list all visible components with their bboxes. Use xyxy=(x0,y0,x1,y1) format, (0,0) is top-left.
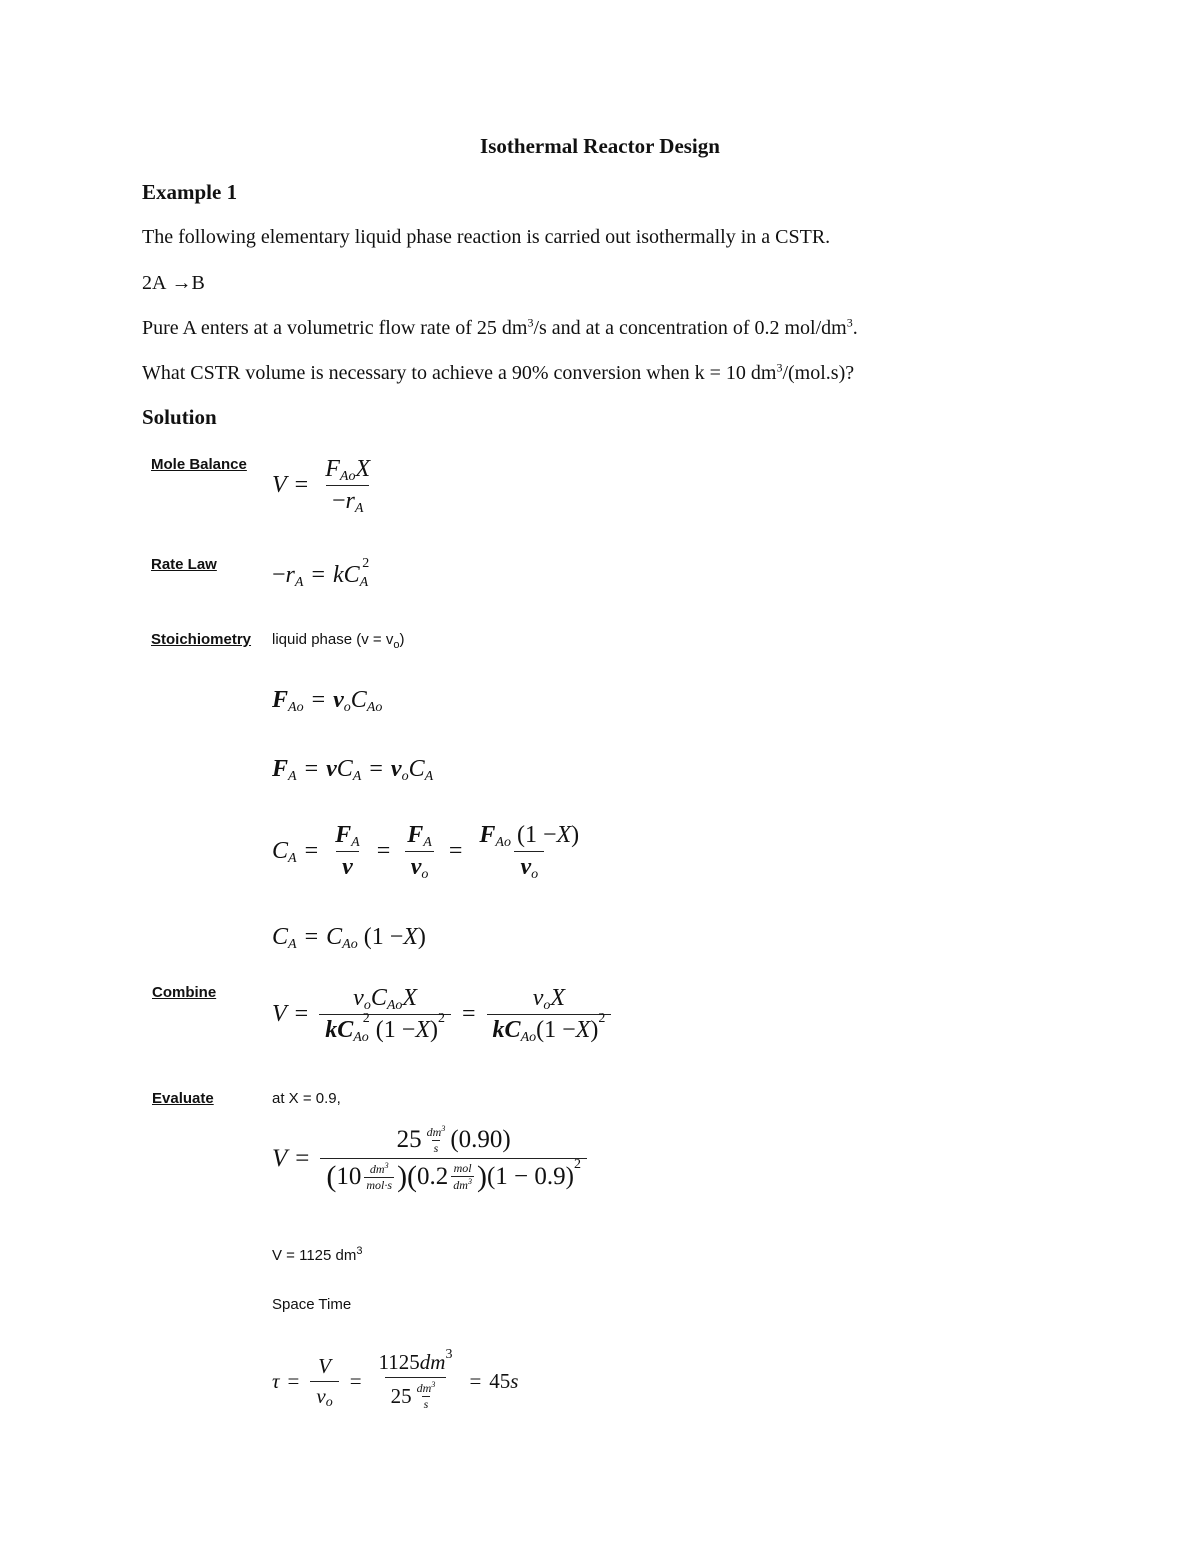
reaction-equation: 2A →B xyxy=(142,272,205,294)
question-text: What CSTR volume is necessary to achieve a 90% conversion when k = 10 $dm^3/(mol.s)$? xyxy=(142,360,855,384)
evaluate-equation: V = 25 $dm^3$ s (0.90) ( 10 $dm^3$ mol·s )( 0.2 mol $dm^3$ ) (1 − 0.9) 2 xyxy=(272,1124,590,1193)
ca0-value: 0.2 xyxy=(417,1163,449,1190)
one-minus-x: (1 − 0.9) xyxy=(486,1163,574,1190)
given-text: Pure A enters at a volumetric flow rate of 25 $dm^3/s$ and at a concentration of 0.2 mol/$dm^3$. xyxy=(142,315,858,339)
volume-result: V = 1125 $dm^3$ xyxy=(272,1245,363,1264)
flow-value: 25 xyxy=(396,1126,422,1153)
combine-label: Combine xyxy=(152,984,217,1001)
mole-balance-equation: V = F Ao X − r A xyxy=(272,456,371,516)
stoich-equation-2: F A = v C A = v o C A xyxy=(272,756,434,784)
stoich-equation-1: F Ao = v o C Ao xyxy=(272,687,383,715)
stoich-equation-4: C A = C Ao (1 − X ) xyxy=(272,924,426,952)
flow-denominator: 25 xyxy=(390,1383,412,1408)
rate-law-label: Rate Law xyxy=(151,556,217,573)
space-time-label: Space Time xyxy=(272,1296,352,1313)
space-time-equation: τ = V v o = 1125 dm 3 25 $dm^3$ s = 45 s xyxy=(272,1346,519,1411)
intro-text: The following elementary liquid phase reaction is carried out isothermally in a CSTR. xyxy=(142,226,831,248)
liquid-phase-note: liquid phase $(v = v_o)$ xyxy=(272,631,405,651)
stoich-equation-3: C A = F A v = F A v o = F Ao (1 − X ) v o xyxy=(272,822,580,882)
volume-expr: 1125 xyxy=(378,1350,420,1374)
conversion-term: (0.90) xyxy=(450,1126,511,1153)
tau-result: 45 xyxy=(489,1368,511,1393)
mole-balance-label: Mole Balance xyxy=(151,456,247,473)
example-heading: Example 1 xyxy=(142,180,238,204)
k-value: 10 xyxy=(336,1163,362,1190)
rate-law-equation: − r A = kC A 2 xyxy=(272,555,370,590)
combine-equation: V = v o C Ao X kC Ao 2 (1 − X ) 2 = v o X kC Ao (1 − X ) 2 xyxy=(272,985,614,1044)
evaluate-label: Evaluate xyxy=(152,1090,214,1107)
stoichiometry-label: Stoichiometry xyxy=(151,631,252,648)
page-title: Isothermal Reactor Design xyxy=(480,134,720,158)
solution-heading: Solution xyxy=(142,405,217,429)
at-x-note: at X = 0.9, xyxy=(272,1090,341,1107)
